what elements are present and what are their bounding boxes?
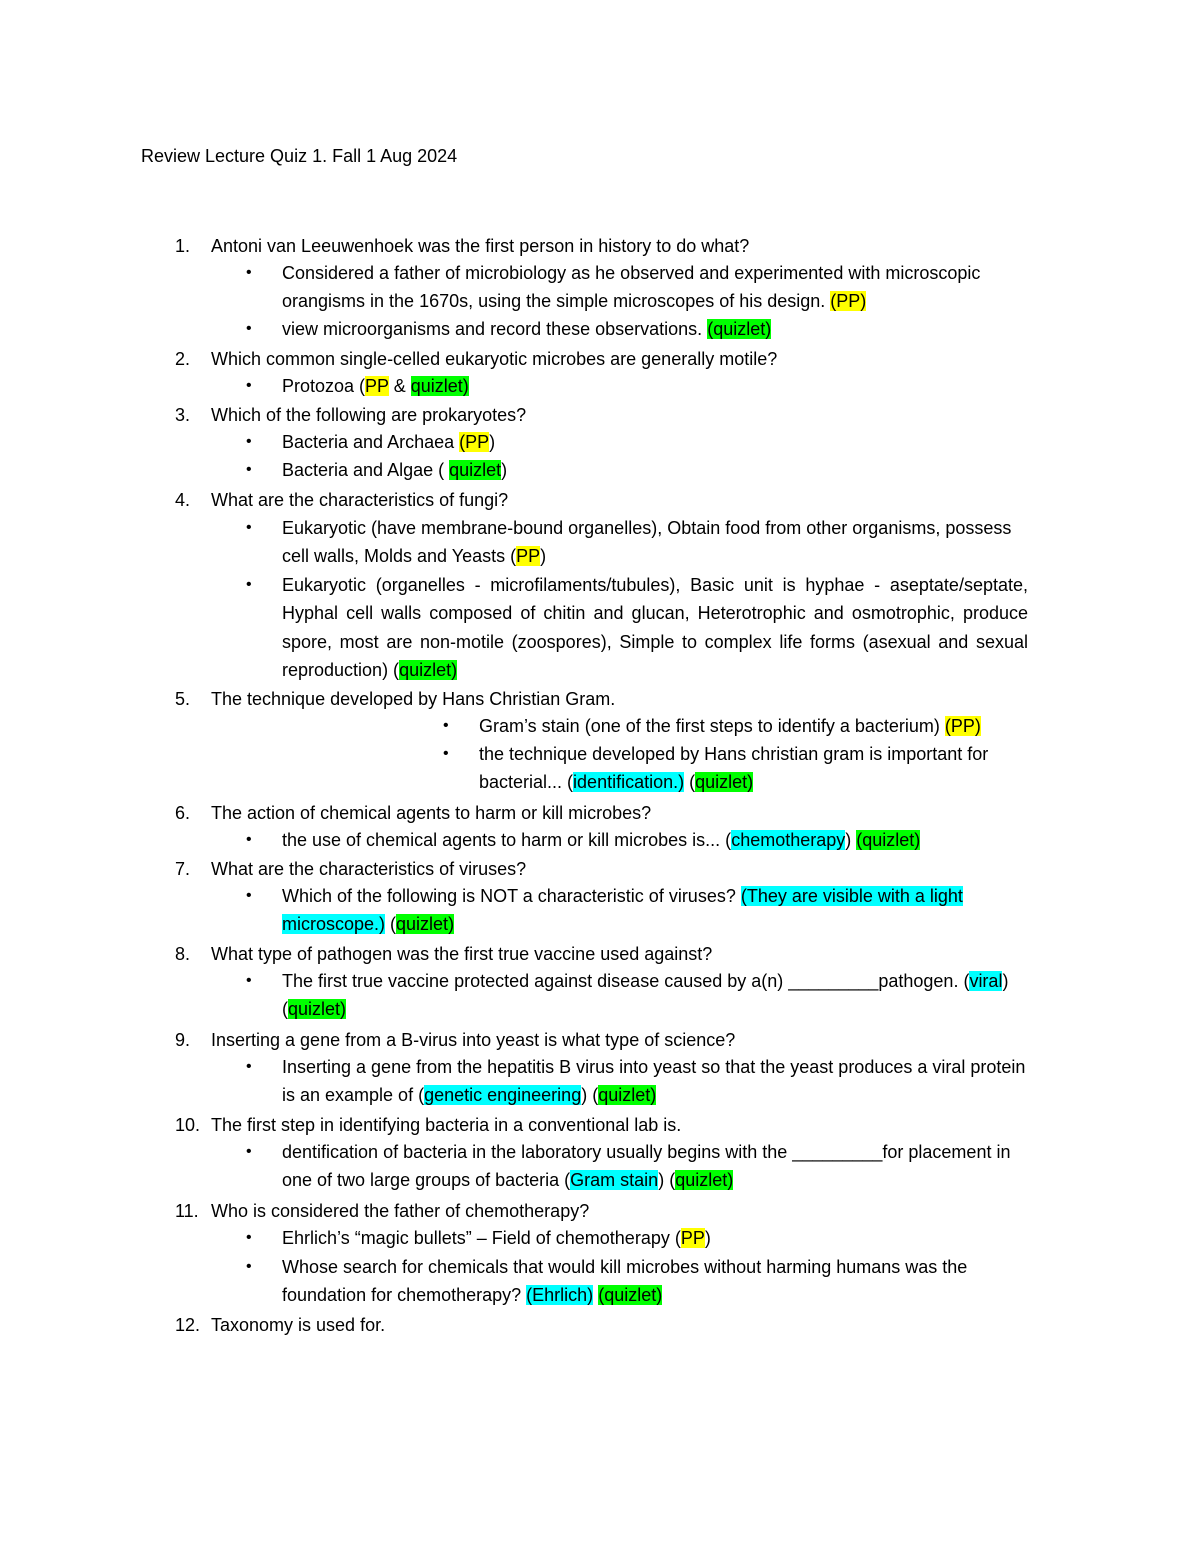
question-number: 12. xyxy=(175,1315,201,1335)
pp-tag: (PP xyxy=(459,432,490,452)
answer-bullet: • the use of chemical agents to harm or kill microbes is... (chemotherapy) (quizlet) xyxy=(246,826,1028,854)
quizlet-tag: quizlet) xyxy=(396,914,455,935)
question-number: 5. xyxy=(175,689,191,709)
bullet-icon: • xyxy=(246,519,252,536)
question-text: Antoni van Leeuwenhoek was the first person in history to do what? xyxy=(211,236,750,256)
question-11 xyxy=(175,1198,589,1224)
question-number: 4. xyxy=(175,490,191,510)
answer-bullet: • Gram’s stain (one of the first steps to identify a bacterium) (PP) xyxy=(443,712,1033,740)
pp-tag: PP xyxy=(680,1228,705,1248)
answer-highlight: (They are visible with a light microscope.) xyxy=(282,886,963,935)
question-12 xyxy=(175,1312,385,1338)
bullet-icon: • xyxy=(246,1229,252,1246)
answer-bullet: • view microorganisms and record these observations. (quizlet) xyxy=(246,315,1028,343)
answer-highlight: genetic engineering xyxy=(424,1085,582,1106)
bullet-icon: • xyxy=(246,433,252,450)
bullet-icon: • xyxy=(443,745,449,762)
answer-bullet: • Bacteria and Archaea (PP) xyxy=(246,428,1028,456)
bullet-icon: • xyxy=(246,887,252,904)
answer-highlight: viral xyxy=(969,971,1003,991)
question-number: 3. xyxy=(175,405,191,425)
bullet-icon: • xyxy=(246,1258,252,1275)
question-10 xyxy=(175,1112,681,1138)
question-5 xyxy=(175,686,615,712)
bullet-icon: • xyxy=(246,320,252,337)
question-6 xyxy=(175,800,651,826)
answer-bullet: • Ehrlich’s “magic bullets” – Field of chemotherapy (PP) xyxy=(246,1224,1028,1252)
answer-bullet: • dentification of bacteria in the laboratory usually begins with the _________for placement in one of two large groups of bacteria (Gram stain) (quizlet) xyxy=(246,1138,1028,1195)
quizlet-tag: quizlet) xyxy=(675,1170,734,1191)
quizlet-tag: (quizlet) xyxy=(707,319,772,339)
question-2 xyxy=(175,346,777,372)
question-9 xyxy=(175,1027,735,1053)
question-text: Which common single-celled eukaryotic microbes are generally motile? xyxy=(211,349,778,369)
question-text: The first step in identifying bacteria in a conventional lab is. xyxy=(211,1115,682,1135)
answer-highlight: Gram stain xyxy=(570,1170,659,1191)
question-text: The action of chemical agents to harm or kill microbes? xyxy=(211,803,652,823)
bullet-icon: • xyxy=(246,831,252,848)
question-number: 9. xyxy=(175,1030,191,1050)
question-8 xyxy=(175,941,712,967)
bullet-icon: • xyxy=(246,1143,252,1160)
question-number: 8. xyxy=(175,944,191,964)
answer-bullet: • Inserting a gene from the hepatitis B virus into yeast so that the yeast produces a viral protein is an example of (genetic engineering) (quizlet) xyxy=(246,1053,1028,1110)
answer-bullet: • Protozoa (PP & quizlet) xyxy=(246,372,1028,400)
answer-highlight: chemotherapy xyxy=(731,830,846,850)
quizlet-tag: quizlet) xyxy=(695,772,754,793)
question-number: 11. xyxy=(175,1201,199,1221)
quizlet-tag: (quizlet) xyxy=(598,1285,663,1306)
document-title: Review Lecture Quiz 1. Fall 1 Aug 2024 xyxy=(141,146,458,166)
question-text: Which of the following are prokaryotes? xyxy=(211,405,527,425)
pp-tag: PP xyxy=(516,546,541,567)
answer-bullet: • the technique developed by Hans christian gram is important for bacterial... (identification.) (quizlet) xyxy=(443,740,1033,797)
answer-bullet: • Eukaryotic (organelles - microfilaments/tubules), Basic unit is hyphae - aseptate/septate, Hyphal cell walls composed of chitin and glucan, Heterotrophic and osmotrophic, produce spore, most are non-motile (zoospores), Simple to complex life forms (asexual and sexual reproduction) (quizlet) xyxy=(246,571,1028,685)
bullet-icon: • xyxy=(246,264,252,281)
question-text: Who is considered the father of chemotherapy? xyxy=(211,1201,590,1221)
answer-highlight: identification.) xyxy=(573,772,685,793)
question-7 xyxy=(175,856,526,882)
bullet-icon: • xyxy=(246,576,252,593)
question-number: 1. xyxy=(175,236,191,256)
question-text: What are the characteristics of fungi? xyxy=(211,490,509,510)
question-number: 2. xyxy=(175,349,191,369)
answer-bullet: • The first true vaccine protected against disease caused by a(n) _________pathogen. (viral) (quizlet) xyxy=(246,967,1028,1024)
bullet-icon: • xyxy=(246,461,252,478)
answer-highlight: (Ehrlich) xyxy=(526,1285,594,1306)
quizlet-tag: quizlet) xyxy=(399,660,458,681)
question-1 xyxy=(175,233,749,259)
answer-bullet: • Considered a father of microbiology as he observed and experimented with microscopic orangisms in the 1670s, using the simple microscopes of his design. (PP) xyxy=(246,259,1028,316)
question-text: Taxonomy is used for. xyxy=(211,1315,386,1335)
question-text: What type of pathogen was the first true vaccine used against? xyxy=(211,944,713,964)
question-text: The technique developed by Hans Christian Gram. xyxy=(211,689,616,709)
question-text: Inserting a gene from a B-virus into yeast is what type of science? xyxy=(211,1030,736,1050)
bullet-icon: • xyxy=(246,972,252,989)
bullet-icon: • xyxy=(443,717,449,734)
quizlet-tag: quizlet) xyxy=(410,376,469,396)
bullet-icon: • xyxy=(246,1058,252,1075)
question-number: 6. xyxy=(175,803,191,823)
pp-tag: (PP) xyxy=(830,291,867,312)
pp-tag: (PP) xyxy=(944,716,981,736)
question-4 xyxy=(175,487,508,513)
bullet-icon: • xyxy=(246,377,252,394)
pp-tag: PP xyxy=(365,376,389,396)
answer-bullet: • Bacteria and Algae ( quizlet) xyxy=(246,456,1028,484)
answer-bullet: • Eukaryotic (have membrane-bound organelles), Obtain food from other organisms, possess cell walls, Molds and Yeasts (PP) xyxy=(246,514,1028,571)
quizlet-tag: quizlet) xyxy=(598,1085,657,1106)
quizlet-tag: (quizlet) xyxy=(856,830,921,850)
question-text: What are the characteristics of viruses? xyxy=(211,859,527,879)
answer-bullet: • Whose search for chemicals that would kill microbes without harming humans was the foundation for chemotherapy? (Ehrlich) (quizlet) xyxy=(246,1253,1028,1310)
quizlet-tag: quizlet) xyxy=(288,999,347,1020)
question-number: 7. xyxy=(175,859,191,879)
question-3 xyxy=(175,402,526,428)
quizlet-tag: quizlet xyxy=(449,460,502,480)
answer-bullet: • Which of the following is NOT a characteristic of viruses? (They are visible with a light microscope.) (quizlet) xyxy=(246,882,1028,939)
question-number: 10. xyxy=(175,1115,201,1135)
